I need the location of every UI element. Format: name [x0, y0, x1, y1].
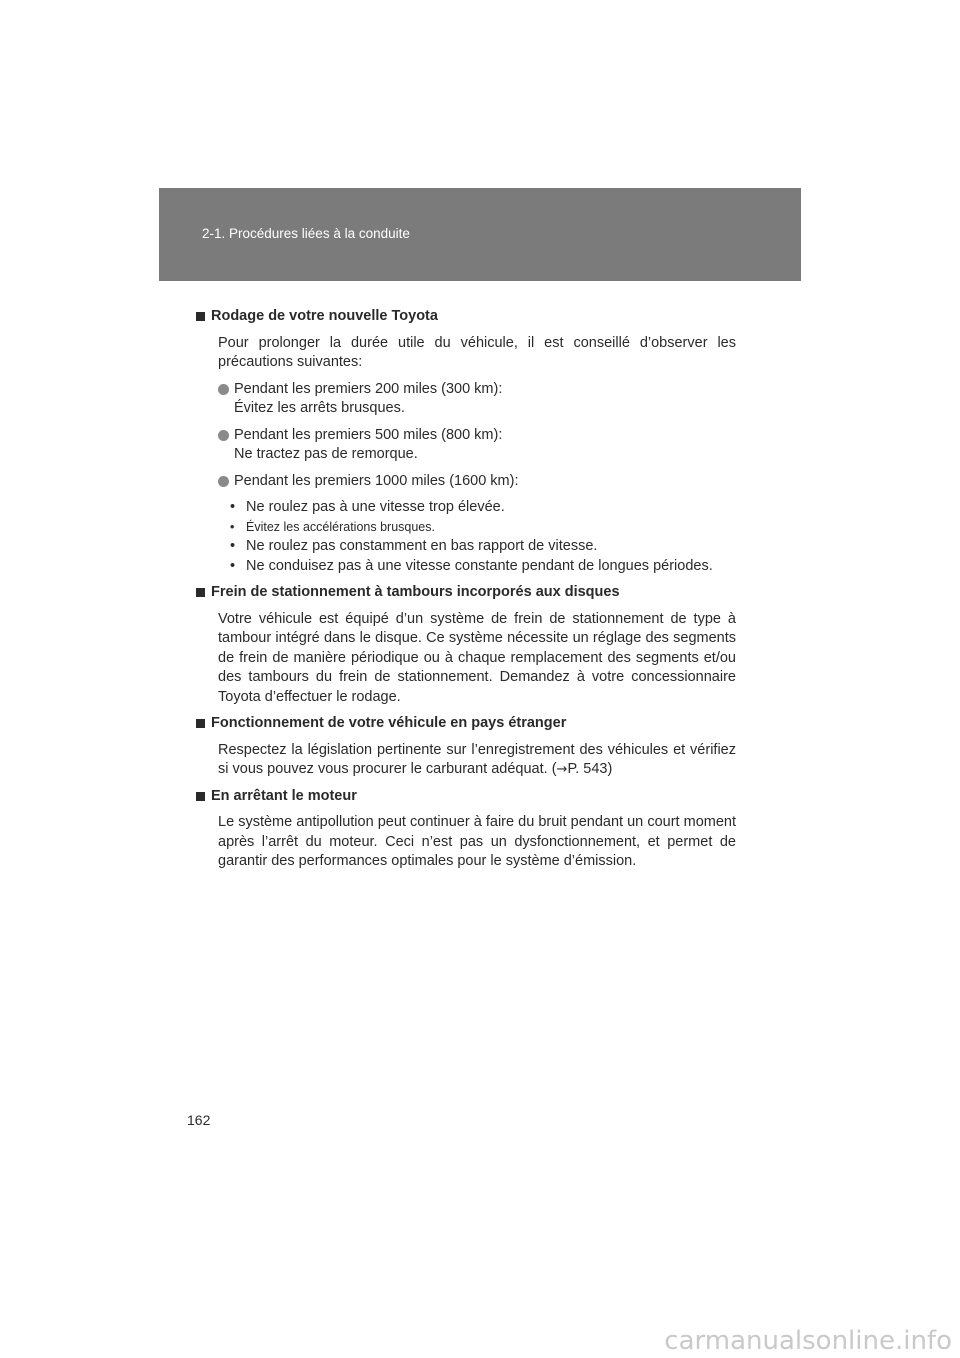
page-reference-link[interactable]: P. 543): [567, 761, 613, 777]
square-bullet-icon: [196, 588, 205, 597]
list-item: [218, 426, 736, 465]
section-body: Le système antipollution peut continuer à faire du bruit pendant un court moment après l’arrêt du moteur. Ceci n’est pas un dysfonctionnement, et permet de garantir des performances optimales pour le système d’émission.: [218, 814, 736, 869]
list-item: [218, 472, 736, 492]
section-intro: Pour prolonger la durée utile du véhicule, il est conseillé d’observer les précautions suivantes:: [218, 334, 736, 370]
section-title-rodage: [196, 307, 736, 327]
sub-list-item: [230, 498, 736, 518]
sub-list-item-text: Ne roulez pas constamment en bas rapport de vitesse.: [246, 538, 598, 554]
circle-bullet-icon: [218, 384, 229, 395]
list-item-detail: Évitez les arrêts brusques.: [234, 400, 405, 416]
arrow-right-icon: →: [556, 762, 568, 777]
sub-list: [230, 498, 736, 576]
square-bullet-icon: [196, 312, 205, 321]
page-content: [196, 307, 736, 879]
list-item: [218, 380, 736, 419]
chapter-header-bar: [159, 188, 801, 281]
dot-marker-icon: •: [230, 519, 235, 534]
page-number: 162: [187, 1112, 211, 1128]
circle-bullet-icon: [218, 430, 229, 441]
section-title-text: Frein de stationnement à tambours incorporés aux disques: [211, 584, 620, 600]
dot-marker-icon: •: [230, 538, 236, 554]
watermark: carmanualsonline.info: [664, 1326, 952, 1356]
sub-list-item-text: Évitez les accélérations brusques.: [246, 519, 435, 534]
square-bullet-icon: [196, 719, 205, 728]
list-item-detail: Ne tractez pas de remorque.: [234, 446, 418, 462]
chapter-title: 2-1. Procédures liées à la conduite: [202, 226, 410, 241]
section-body-text: Respectez la législation pertinente sur l’enregistrement des véhicules et vérifiez si vous pouvez vous procurer le carburant adéquat. (: [218, 741, 736, 777]
list-item-heading: Pendant les premiers 1000 miles (1600 km):: [234, 472, 519, 489]
dot-marker-icon: •: [230, 557, 236, 574]
section-title-text: Rodage de votre nouvelle Toyota: [211, 308, 438, 324]
section-body: Votre véhicule est équipé d’un système de frein de stationnement de type à tambour intégré dans le disque. Ce système nécessite un réglage des segments de frein de manière périodique ou à chaque remplacement des segments et/ou des tambours du frein de stationnement. Demandez à votre concessionnaire Toyota d’effectuer le rodage.: [218, 610, 736, 705]
sub-list-item-text: Ne roulez pas à une vitesse trop élevée.: [246, 499, 505, 515]
sub-list-item: [230, 518, 736, 538]
section-title-arret-moteur: [196, 787, 736, 807]
sub-list-item-text: Ne conduisez pas à une vitesse constante pendant de longues périodes.: [246, 557, 713, 574]
sub-list-item: [230, 537, 736, 557]
section-title-frein: [196, 583, 736, 603]
list-item-heading: Pendant les premiers 200 miles (300 km):: [234, 380, 503, 397]
section-body: [218, 741, 736, 780]
section-title-text: Fonctionnement de votre véhicule en pays étranger: [211, 715, 567, 731]
section-title-pays-etranger: [196, 714, 736, 734]
square-bullet-icon: [196, 792, 205, 801]
sub-list-item: [230, 557, 736, 577]
circle-bullet-icon: [218, 476, 229, 487]
dot-marker-icon: •: [230, 499, 236, 515]
section-title-text: En arrêtant le moteur: [211, 787, 357, 804]
list-item-heading: Pendant les premiers 500 miles (800 km):: [234, 426, 503, 443]
